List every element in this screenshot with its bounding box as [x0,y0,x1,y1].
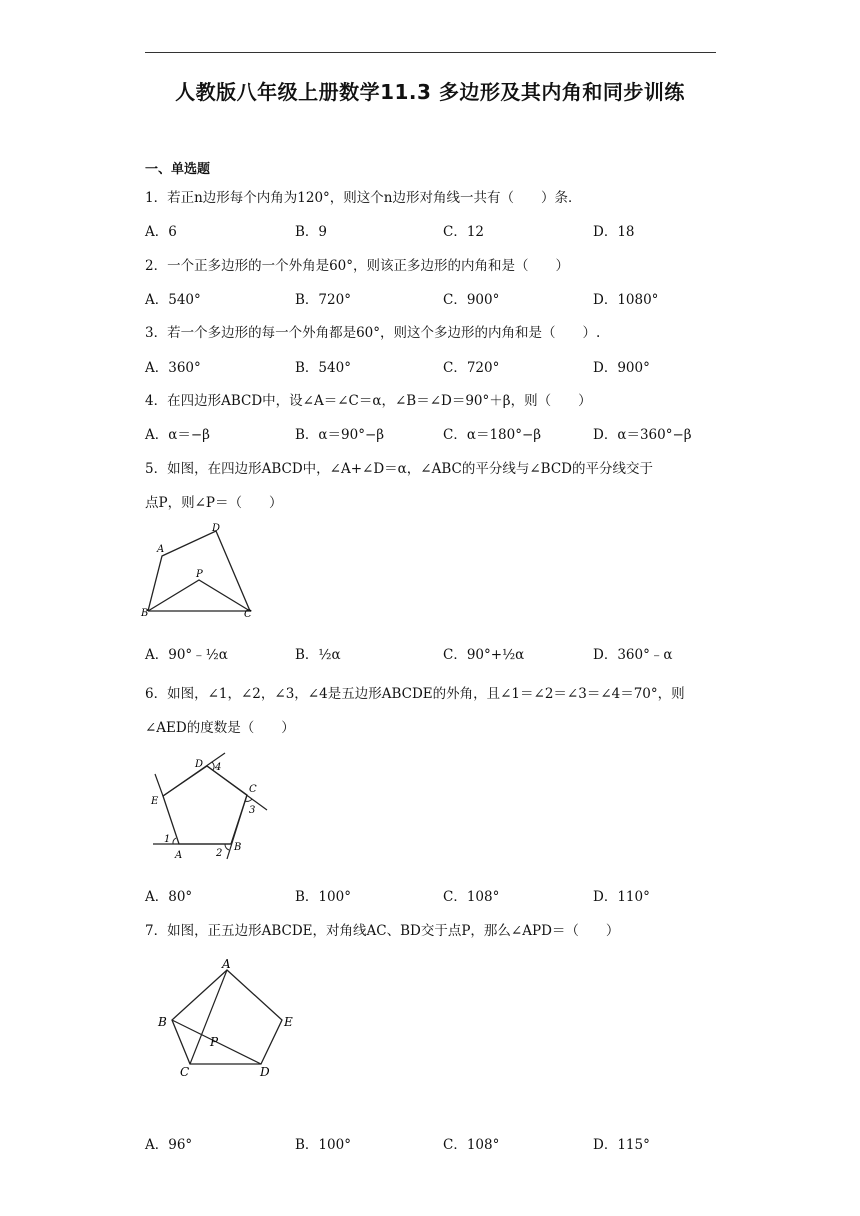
option-a[interactable]: A．α＝−β [145,427,210,443]
label-b: B [234,842,242,853]
extension-ae-up [155,774,163,796]
option-a[interactable]: A．96° [145,1137,193,1153]
question-3-options [145,356,745,376]
option-b[interactable]: B．100° [295,889,351,905]
label-d: D [212,523,221,534]
option-a[interactable]: A．540° [145,292,201,308]
label-b: B [158,1015,167,1029]
question-7: 7．如图，正五边形ABCDE，对角线AC、BD交于点P，那么∠APD＝（ ） [145,923,620,939]
angle-1-arc [173,838,176,844]
label-d: D [260,1065,270,1078]
label-a: A [157,544,165,555]
option-a[interactable]: A．6 [145,224,177,240]
regular-pentagon-figure [150,958,310,1078]
option-c[interactable]: C．720° [443,360,500,376]
question-5-options [145,643,745,663]
bisector-lines [148,580,250,611]
question-3: 3．若一个多边形的每一个外角都是60°，则这个多边形的内角和是（ ）. [145,325,601,341]
quadrilateral-figure [140,518,265,623]
option-c[interactable]: C．12 [443,224,485,240]
option-b[interactable]: B．9 [295,224,328,240]
option-d[interactable]: D．110° [593,889,650,905]
label-4: 4 [215,762,222,773]
question-6-continued: ∠AED的度数是（ ） [145,720,295,736]
extension-ed [163,753,225,796]
option-a[interactable]: A．360° [145,360,201,376]
diagonal-ac [190,970,227,1064]
label-b: B [141,608,149,619]
question-5-continued: 点P，则∠P＝（ ） [145,495,283,511]
question-1: 1．若正n边形每个内角为120°，则这个n边形对角线一共有（ ）条． [145,190,582,206]
label-a: A [175,850,183,861]
label-p: P [210,1035,219,1049]
label-c: C [180,1065,190,1078]
option-b[interactable]: B．540° [295,360,351,376]
option-d[interactable]: D．α＝360°−β [593,427,692,443]
page-title: 人教版八年级上册数学11.3 多边形及其内角和同步训练 [175,80,685,104]
option-d[interactable]: D．115° [593,1137,650,1153]
label-e: E [151,796,159,807]
option-b[interactable]: B．720° [295,292,351,308]
question-7-options [145,1133,745,1153]
option-d[interactable]: D．18 [593,224,635,240]
option-c[interactable]: C．108° [443,1137,500,1153]
option-d[interactable]: D．360°﹣α [593,647,673,663]
question-6: 6．如图，∠1，∠2，∠3，∠4是五边形ABCDE的外角，且∠1＝∠2＝∠3＝∠4＝70°，则 [145,686,685,702]
label-p: P [196,569,203,580]
question-2-options [145,288,745,308]
section-heading: 一、单选题 [145,162,211,177]
label-1: 1 [164,834,171,845]
angle-2-arc [225,844,229,850]
option-b[interactable]: B．α＝90°−β [295,427,385,443]
option-c[interactable]: C．α＝180°−β [443,427,542,443]
question-1-options [145,220,745,240]
question-4: 4．在四边形ABCD中，设∠A＝∠C＝α，∠B＝∠D＝90°＋β，则（ ） [145,393,592,409]
label-d: D [195,759,204,770]
option-d[interactable]: D．1080° [593,292,659,308]
label-a: A [222,958,231,971]
question-6-options [145,885,745,905]
option-c[interactable]: C．900° [443,292,500,308]
label-2: 2 [216,848,223,859]
question-2: 2．一个正多边形的一个外角是60°，则该正多边形的内角和是（ ） [145,258,570,274]
option-b[interactable]: B．½α [295,647,341,663]
header-rule [145,52,716,53]
option-d[interactable]: D．900° [593,360,650,376]
option-a[interactable]: A．90°﹣½α [145,647,228,663]
label-3: 3 [249,805,256,816]
option-b[interactable]: B．100° [295,1137,351,1153]
option-c[interactable]: C．108° [443,889,500,905]
label-e: E [284,1015,293,1029]
question-4-options [145,423,745,443]
pentagon-outline [163,766,247,844]
option-c[interactable]: C．90°+½α [443,647,525,663]
option-a[interactable]: A．80° [145,889,193,905]
label-c: C [249,784,257,795]
pentagon-outline [172,970,282,1064]
question-5: 5．如图，在四边形ABCD中，∠A+∠D＝α，∠ABC的平分线与∠BCD的平分线交于 [145,461,653,477]
pentagon-exterior-angles-figure [145,748,275,863]
angle-4-arc [212,762,214,770]
label-c: C [244,609,252,620]
